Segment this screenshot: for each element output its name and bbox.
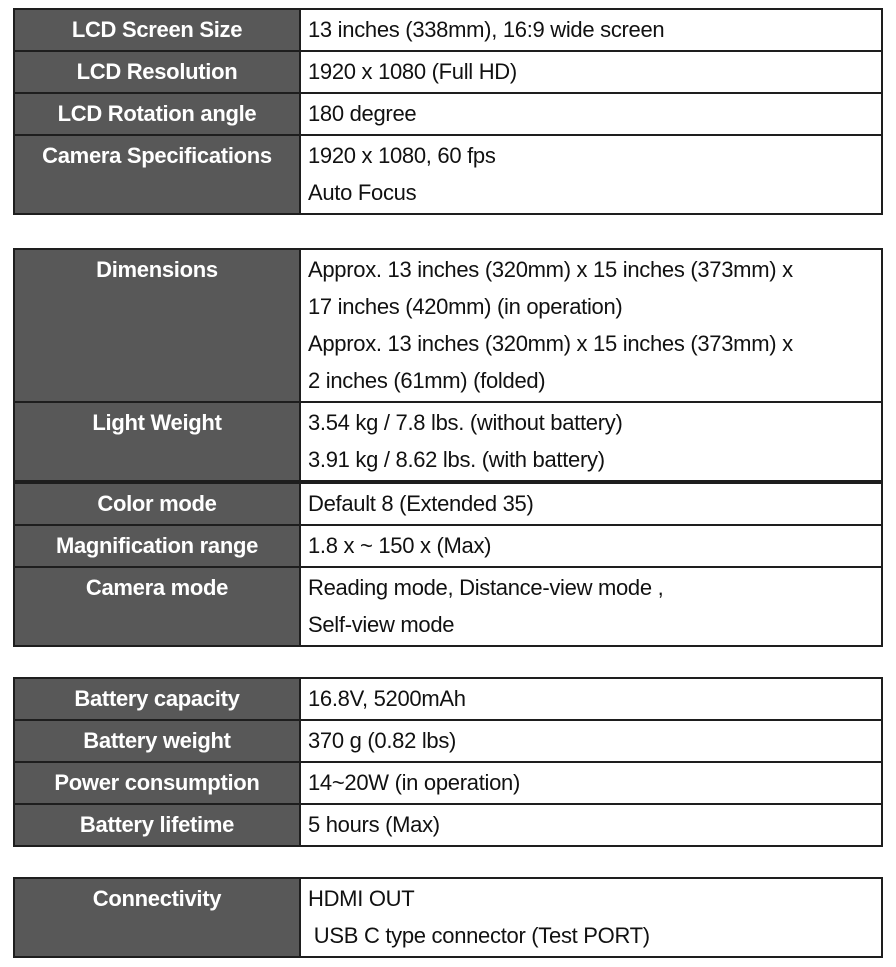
spec-value-line: Approx. 13 inches (320mm) x 15 inches (373mm) x <box>308 331 793 356</box>
spec-label <box>14 567 300 646</box>
spec-label-text: Color mode <box>97 491 217 516</box>
spec-value-line: 180 degree <box>308 101 417 126</box>
spec-value-line: 3.91 kg / 8.62 lbs. (with battery) <box>308 447 605 472</box>
spec-label <box>14 878 300 957</box>
spec-label-text: LCD Resolution <box>76 59 238 84</box>
spec-value-line: Approx. 13 inches (320mm) x 15 inches (373mm) x <box>308 257 793 282</box>
spec-value-line: 16.8V, 5200mAh <box>308 686 466 711</box>
table-row <box>14 678 882 720</box>
spec-value-line: 1920 x 1080 (Full HD) <box>308 59 517 84</box>
table-row <box>14 878 882 957</box>
spec-value <box>300 678 882 720</box>
spec-label <box>14 402 300 482</box>
table-row <box>14 762 882 804</box>
spec-label-text: Light Weight <box>92 410 222 435</box>
display-spec-table <box>13 8 883 215</box>
spec-value <box>300 249 882 402</box>
table-row <box>14 51 882 93</box>
spec-value-line: 1.8 x ~ 150 x (Max) <box>308 533 492 558</box>
table-row <box>14 567 882 646</box>
table-row <box>14 525 882 567</box>
spec-value-line: Self-view mode <box>308 612 455 637</box>
spec-label <box>14 678 300 720</box>
table-row <box>14 9 882 51</box>
spec-value-line: 5 hours (Max) <box>308 812 440 837</box>
spec-value-line: 13 inches (338mm), 16:9 wide screen <box>308 17 665 42</box>
spec-value <box>300 482 882 525</box>
spec-value-line: 370 g (0.82 lbs) <box>308 728 457 753</box>
spec-label-text: Power consumption <box>54 770 260 795</box>
spec-label <box>14 249 300 402</box>
table-row <box>14 720 882 762</box>
spec-label-text: Magnification range <box>55 533 259 558</box>
spec-value <box>300 804 882 846</box>
spec-value-line: 14~20W (in operation) <box>308 770 520 795</box>
table-row <box>14 135 882 214</box>
spec-value <box>300 878 882 957</box>
spec-value-line: 1920 x 1080, 60 fps <box>308 143 496 168</box>
spec-label <box>14 804 300 846</box>
spec-value-line: Default 8 (Extended 35) <box>308 491 534 516</box>
spec-label-text: Connectivity <box>92 886 222 911</box>
spec-label-text: Camera Specifications <box>42 143 272 168</box>
spec-value <box>300 135 882 214</box>
table-row <box>14 804 882 846</box>
spec-value <box>300 525 882 567</box>
spec-value <box>300 762 882 804</box>
spec-value <box>300 720 882 762</box>
table-row <box>14 249 882 402</box>
spec-label-text: Battery capacity <box>74 686 240 711</box>
spec-label-text: LCD Rotation angle <box>57 101 257 126</box>
table-row <box>14 482 882 525</box>
physical-spec-table <box>13 248 883 647</box>
spec-label <box>14 720 300 762</box>
spec-label <box>14 93 300 135</box>
spec-label <box>14 9 300 51</box>
spec-value-line: 17 inches (420mm) (in operation) <box>308 294 623 319</box>
table-row <box>14 402 882 482</box>
spec-value-line: 2 inches (61mm) (folded) <box>308 368 546 393</box>
battery-spec-table <box>13 677 883 847</box>
spec-value <box>300 567 882 646</box>
spec-value <box>300 9 882 51</box>
connectivity-spec-table <box>13 877 883 958</box>
spec-value <box>300 93 882 135</box>
spec-value-line: Auto Focus <box>308 180 417 205</box>
table-row <box>14 93 882 135</box>
spec-label-text: Dimensions <box>96 257 218 282</box>
spec-label <box>14 762 300 804</box>
spec-value-line: HDMI OUT <box>308 886 415 911</box>
spec-label <box>14 51 300 93</box>
spec-label <box>14 482 300 525</box>
spec-label-text: Battery weight <box>83 728 231 753</box>
spec-label-text: Camera mode <box>85 575 229 600</box>
spec-value <box>300 402 882 482</box>
spec-value <box>300 51 882 93</box>
spec-value-line: USB C type connector (Test PORT) <box>308 923 650 948</box>
spec-value-line: Reading mode, Distance-view mode , <box>308 575 664 600</box>
spec-label-text: LCD Screen Size <box>71 17 243 42</box>
spec-value-line: 3.54 kg / 7.8 lbs. (without battery) <box>308 410 623 435</box>
spec-label <box>14 135 300 214</box>
spec-label-text: Battery lifetime <box>79 812 235 837</box>
spec-label <box>14 525 300 567</box>
